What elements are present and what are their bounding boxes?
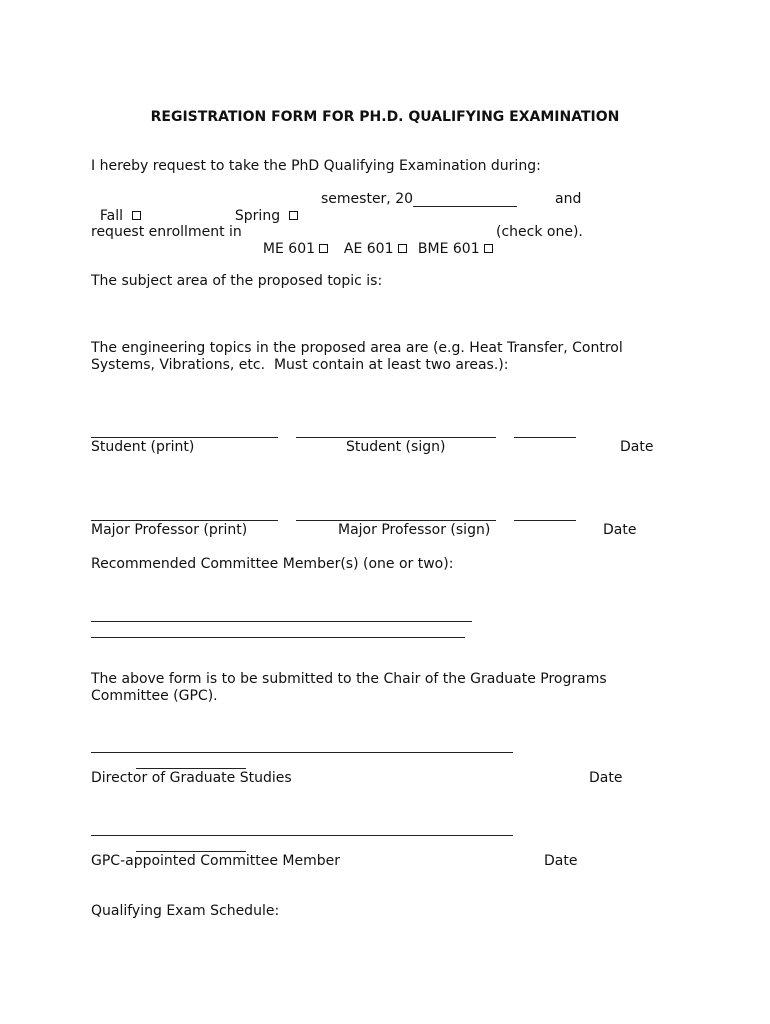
gpc-member-date-line[interactable] — [136, 851, 246, 852]
fall-label: Fall — [99, 208, 124, 224]
committee-member-line-1[interactable] — [91, 621, 472, 622]
course-option-ae601[interactable] — [335, 224, 407, 258]
fall-checkbox[interactable] — [132, 211, 141, 220]
director-label: Director of Graduate Studies — [91, 770, 292, 786]
director-signature-line[interactable] — [91, 752, 513, 753]
course-label: ME 601 — [262, 241, 316, 257]
major-print-line[interactable] — [91, 520, 278, 521]
student-date-label: Date — [620, 439, 654, 455]
student-sign-label: Student (sign) — [346, 439, 446, 455]
course-label: AE 601 — [343, 241, 394, 257]
form-title: REGISTRATION FORM FOR PH.D. QUALIFYING EXAMINATION — [150, 109, 620, 125]
course-option-bme601[interactable] — [409, 224, 493, 258]
topics-text-line2: Systems, Vibrations, etc. Must contain at least two areas.): — [91, 357, 509, 373]
spring-option[interactable] — [226, 191, 298, 225]
gpc-member-date-label: Date — [544, 853, 578, 869]
enroll-label: request enrollment in — [91, 224, 242, 240]
major-date-label: Date — [603, 522, 637, 538]
student-sign-line[interactable] — [296, 437, 496, 438]
gpc-member-signature-line[interactable] — [91, 835, 513, 836]
gpc-member-label: GPC-appointed Committee Member — [91, 853, 340, 869]
semester-year-field[interactable] — [413, 206, 517, 207]
major-sign-label: Major Professor (sign) — [338, 522, 491, 538]
student-print-label: Student (print) — [91, 439, 195, 455]
director-date-label: Date — [589, 770, 623, 786]
semester-label: semester, 20 — [321, 191, 414, 207]
submit-text-line1: The above form is to be submitted to the Chair of the Graduate Programs — [91, 671, 607, 687]
course-label: BME 601 — [417, 241, 480, 257]
committee-text: Recommended Committee Member(s) (one or two): — [91, 556, 454, 572]
committee-member-line-2[interactable] — [91, 637, 465, 638]
fall-option[interactable] — [91, 191, 141, 225]
spring-checkbox[interactable] — [289, 211, 298, 220]
spring-label: Spring — [234, 208, 281, 224]
bme601-checkbox[interactable] — [484, 244, 493, 253]
me601-checkbox[interactable] — [319, 244, 328, 253]
major-sign-line[interactable] — [296, 520, 496, 521]
director-date-line[interactable] — [136, 768, 246, 769]
schedule-label: Qualifying Exam Schedule: — [91, 903, 280, 919]
request-text: I hereby request to take the PhD Qualifying Examination during: — [91, 158, 541, 174]
check-one-note: (check one). — [496, 224, 583, 240]
major-date-line[interactable] — [514, 520, 576, 521]
course-option-me601[interactable] — [254, 224, 328, 258]
submit-text-line2: Committee (GPC). — [91, 688, 218, 704]
and-label: and — [555, 191, 582, 207]
student-print-line[interactable] — [91, 437, 278, 438]
major-print-label: Major Professor (print) — [91, 522, 248, 538]
ae601-checkbox[interactable] — [398, 244, 407, 253]
student-date-line[interactable] — [514, 437, 576, 438]
topics-text-line1: The engineering topics in the proposed area are (e.g. Heat Transfer, Control — [91, 340, 623, 356]
subject-text: The subject area of the proposed topic is: — [91, 273, 383, 289]
